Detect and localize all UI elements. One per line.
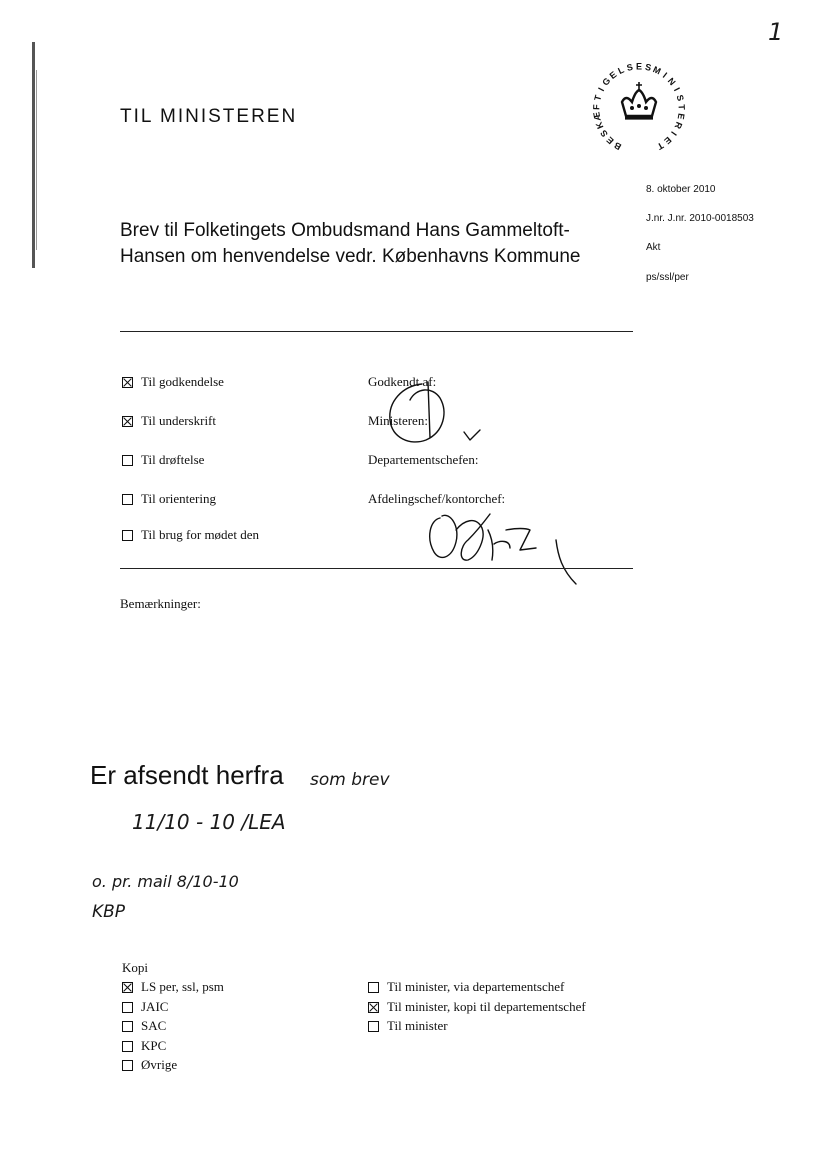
option-checkbox <box>122 455 133 466</box>
seal-letter: F <box>591 104 602 111</box>
seal-letter: S <box>644 61 653 73</box>
kopi-item-sac <box>122 1018 166 1034</box>
seal-letter: S <box>674 93 686 103</box>
kopi-item-minister <box>368 1018 448 1034</box>
seal-letter: T <box>676 104 687 111</box>
kopi-item-label: LS per, ssl, psm <box>141 979 224 994</box>
signature-mark <box>430 514 576 584</box>
seal-letter: E <box>662 134 674 147</box>
handwritten-note-4: KBP <box>92 902 126 922</box>
seal-letter: B <box>612 139 624 152</box>
option-moedet <box>122 527 259 543</box>
seal-letter: I <box>660 70 670 80</box>
kopi-item-minister-via <box>368 979 564 995</box>
kopi-checkbox <box>368 1021 379 1032</box>
option-checkbox <box>122 377 133 388</box>
option-label: Til orientering <box>141 491 216 506</box>
seal-letter: L <box>616 64 626 77</box>
option-label: Til drøftelse <box>141 452 205 467</box>
kopi-item-ls <box>122 979 224 995</box>
seal-letter: I <box>669 129 679 138</box>
kopi-item-label: Til minister, via departementschef <box>387 979 565 994</box>
kopi-checkbox <box>122 1060 133 1071</box>
approver-departementschef: Departementschefen: <box>368 452 479 467</box>
divider-top <box>120 331 633 332</box>
handwritten-note-2: 11/10 - 10 /LEA <box>132 810 286 834</box>
kopi-item-label: Til minister <box>387 1018 448 1033</box>
kopi-checkbox <box>122 1041 133 1052</box>
option-checkbox <box>122 416 133 427</box>
approval-ink-marks <box>360 380 600 600</box>
remarks-label: Bemærkninger: <box>120 596 201 611</box>
approver-godkendt-af: Godkendt af: <box>368 374 437 389</box>
page-number: 1 <box>768 18 784 46</box>
seal-letter: E <box>607 69 619 82</box>
scan-edge-mark-faint <box>36 70 37 250</box>
seal-letter: G <box>600 75 613 88</box>
divider-bottom <box>120 568 633 569</box>
check-mark <box>464 430 480 440</box>
subject-line-1: Brev til Folketingets Ombudsmand Hans Gammeltoft- <box>120 220 570 241</box>
seal-letter: I <box>596 85 607 93</box>
seal-letter: I <box>671 85 682 93</box>
seal-letter: S <box>598 128 610 139</box>
crown-icon <box>622 82 656 118</box>
kopi-item-jaic <box>122 999 168 1015</box>
handwritten-note-1: som brev <box>310 770 390 790</box>
kopi-item-kpc <box>122 1038 166 1054</box>
seal-letter: E <box>635 61 643 72</box>
seal-letter: K <box>593 120 606 131</box>
kopi-item-label: KPC <box>141 1038 167 1053</box>
seal-letter: T <box>655 140 666 152</box>
kopi-item-label: Til minister, kopi til departementschef <box>387 999 586 1014</box>
option-label: Til underskrift <box>141 413 216 428</box>
ministry-seal-icon <box>588 58 690 160</box>
subject-line-2: Hansen om henvendelse vedr. Københavns Kommune <box>120 246 581 267</box>
kopi-label: Kopi <box>122 960 148 975</box>
kopi-checkbox <box>368 982 379 993</box>
approver-minister: Ministeren: <box>368 413 428 428</box>
option-checkbox <box>122 494 133 505</box>
seal-letter: E <box>604 134 616 147</box>
kopi-checkbox <box>122 1021 133 1032</box>
kopi-item-minister-kopi <box>368 999 586 1015</box>
seal-letter: T <box>592 93 604 102</box>
kopi-checkbox <box>122 982 133 993</box>
kopi-checkbox <box>368 1002 379 1013</box>
kopi-item-oevrige <box>122 1057 177 1073</box>
memo-date: 8. oktober 2010 <box>646 184 716 195</box>
kopi-checkbox <box>122 1002 133 1013</box>
seal-letter: E <box>675 112 687 121</box>
sent-stamp: Er afsendt herfra <box>90 760 284 790</box>
kopi-item-label: Øvrige <box>141 1057 178 1072</box>
seal-letter: S <box>625 61 634 73</box>
act-label: Akt <box>646 242 661 253</box>
option-label: Til brug for mødet den <box>141 527 259 542</box>
scan-edge-mark <box>32 42 35 268</box>
seal-letter: M <box>651 64 663 77</box>
seal-letter: Æ <box>591 111 603 122</box>
option-label: Til godkendelse <box>141 374 224 389</box>
journal-number: J.nr. J.nr. 2010-0018503 <box>646 213 754 224</box>
author-initials: ps/ssl/per <box>646 272 689 283</box>
kopi-item-label: SAC <box>141 1018 167 1033</box>
minister-initials-mark <box>390 382 444 442</box>
handwritten-note-3: o. pr. mail 8/10-10 <box>92 872 239 891</box>
kopi-item-label: JAIC <box>141 999 169 1014</box>
memo-heading: TIL MINISTEREN <box>120 106 298 127</box>
memo-subject <box>120 218 620 270</box>
option-droeftelse <box>122 452 204 468</box>
approver-afdelingschef: Afdelingschef/kontorchef: <box>368 491 506 506</box>
option-checkbox <box>122 530 133 541</box>
seal-letter: N <box>665 75 678 88</box>
option-underskrift <box>122 413 216 429</box>
option-orientering <box>122 491 216 507</box>
option-godkendelse <box>122 374 224 390</box>
seal-letter: R <box>672 120 685 131</box>
